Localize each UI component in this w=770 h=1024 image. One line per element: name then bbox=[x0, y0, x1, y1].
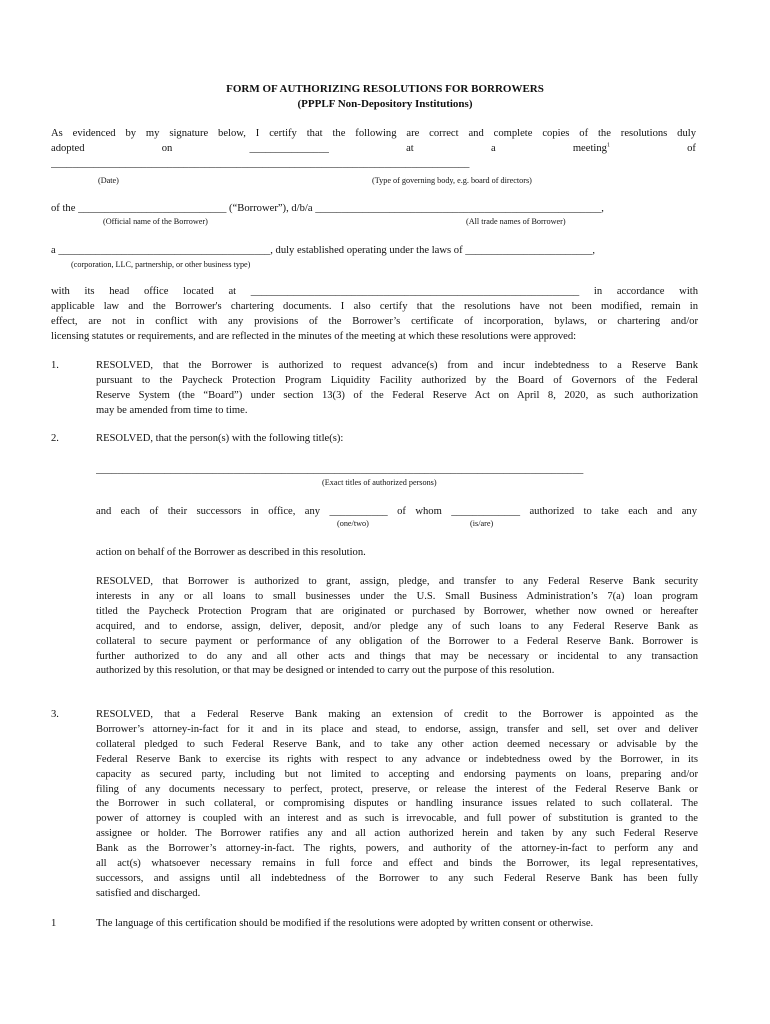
paragraph-line: successors, and assigns until all indebtedness of the Borrower to any such Federal Reserve Bank has been fully bbox=[96, 872, 698, 884]
paragraph-line: RESOLVED, that the Borrower is authorized to request advance(s) from and incur indebtedness to a Reserve Bank bbox=[96, 360, 698, 371]
document-subtitle: (PPPLF Non-Depository Institutions) bbox=[297, 98, 473, 110]
paragraph-line: effect, are not in conflict with any provisions of the Borrower’s certificate of incorporation, bylaws, or chartering and/or bbox=[51, 315, 698, 327]
paragraph-line: with its head office located at ______________________________________________________________ in accordance with bbox=[51, 286, 698, 297]
governing-body-label: (Type of governing body, e.g. board of directors) bbox=[372, 176, 532, 185]
intro-word: of bbox=[687, 143, 696, 154]
paragraph-line: the Borrower in such collateral, or compromising disputes or handling insurance issues related to such collateral. The bbox=[96, 798, 698, 810]
paragraph-line: RESOLVED, that Borrower is authorized to grant, assign, pledge, and transfer to any Federal Reserve Bank security bbox=[96, 576, 698, 587]
resolution-2-paragraph-2 bbox=[96, 575, 698, 679]
paragraph-line: licensing statutes or requirements, and are reflected in the minutes of the meeting at which these resolutions were approved: bbox=[51, 330, 577, 342]
paragraph-line: interests in any or all loans to small businesses under the U.S. Small Business Administration’s 7(a) loan program bbox=[96, 590, 698, 602]
intro-word: at bbox=[406, 143, 414, 154]
footnote-number: 1 bbox=[51, 918, 57, 929]
one-two-label: (one/two) bbox=[337, 519, 369, 528]
governing-body-blank: _______________________________________________________________________________ bbox=[51, 158, 470, 169]
intro-word bbox=[573, 142, 610, 157]
meeting-word: meeting bbox=[572, 143, 607, 154]
paragraph-line: acquired, and to endorse, assign, deliver, deposit, and/or pledge any of such loans to any Federal Reserve Bank as bbox=[96, 620, 698, 632]
intro-line-2 bbox=[51, 142, 696, 157]
paragraph-line: applicable law and the Borrower's chartering documents. I also certify that the resolutions have not been modified, remain in bbox=[51, 300, 698, 312]
resolution-3-number: 3. bbox=[51, 709, 59, 720]
borrower-name-line: of the ____________________________ (“Borrower”), d/b/a ______________________________________________________, bbox=[51, 203, 604, 214]
footnote-ref: 1 bbox=[606, 142, 610, 149]
paragraph-line: Reserve System (the “Board”) under section 13(3) of the Federal Reserve Act on April 8, 2020, as such authorization bbox=[96, 389, 698, 401]
entity-type-line: a ________________________________________, duly established operating under the laws of ________________________, bbox=[51, 245, 596, 256]
paragraph-line: assignee or holder. The Borrower ratifies any and all action authorized herein and taken by any such Federal Reserve bbox=[96, 828, 698, 840]
paragraph-line: filing of any documents necessary to perfect, protect, preserve, or release the interest of the Federal Reserve Bank or bbox=[96, 783, 698, 795]
date-label: (Date) bbox=[98, 176, 119, 185]
paragraph-line: Borrower’s attorney-in-fact for it and in its place and stead, to endorse, assign, transfer and sell, set over and deliver bbox=[96, 723, 698, 735]
paragraph-line: collateral pledged to such Federal Reserve Bank, and to take any other action deemed necessary or advisable by the bbox=[96, 738, 698, 750]
authorized-titles-label: (Exact titles of authorized persons) bbox=[322, 478, 437, 487]
successors-line: and each of their successors in office, any ___________ of whom _____________ authorized to take each and any bbox=[96, 506, 697, 517]
footnote-text: The language of this certification should be modified if the resolutions were adopted by written consent or otherwise. bbox=[96, 918, 594, 929]
resolution-1-text bbox=[96, 359, 698, 419]
authorized-titles-blank: ____________________________________________________________________________________________ bbox=[96, 464, 584, 475]
paragraph-line: pursuant to the Paycheck Protection Program Liquidity Facility authorized by the Board of Governors of the Federal bbox=[96, 374, 698, 386]
paragraph-line: Bank as the Borrower’s attorney-in-fact. The rights, powers, and authority of the attorney-in-fact to perform any and bbox=[96, 843, 698, 855]
action-line: action on behalf of the Borrower as described in this resolution. bbox=[96, 547, 366, 558]
intro-word: adopted bbox=[51, 143, 85, 154]
paragraph-line: Federal Reserve Bank to exercise its rights with respect to any advance or indebtedness owed by the Borrower, in its bbox=[96, 753, 698, 765]
official-name-label: (Official name of the Borrower) bbox=[103, 217, 208, 226]
trade-names-label: (All trade names of Borrower) bbox=[466, 217, 566, 226]
paragraph-line: capacity as secured party, including but not limited to accepting and endorsing payments on loans, preparing and/or bbox=[96, 768, 698, 780]
document-title: FORM OF AUTHORIZING RESOLUTIONS FOR BORROWERS bbox=[226, 83, 544, 95]
paragraph-line: satisfied and discharged. bbox=[96, 887, 201, 899]
resolution-3-text bbox=[96, 708, 698, 902]
resolution-2-intro: RESOLVED, that the person(s) with the following title(s): bbox=[96, 433, 344, 444]
paragraph-line: all act(s) whatsoever necessary remains in full force and effect and binds the Borrower, its legal representatives, bbox=[96, 858, 698, 870]
paragraph-line: RESOLVED, that a Federal Reserve Bank making an extension of credit to the Borrower is appointed as the bbox=[96, 709, 698, 720]
paragraph-line: titled the Paycheck Protection Program that are originated or purchased by Borrower, whether now owned or hereafter bbox=[96, 605, 698, 617]
date-blank: _______________ bbox=[249, 143, 329, 154]
paragraph-line: power of attorney is coupled with an interest and as such is irrevocable, and full power of substitution is granted to the bbox=[96, 813, 698, 825]
paragraph-line: collateral to secure payment or performance of any obligation of the Borrower to a Federal Reserve Bank. Borrower is bbox=[96, 635, 698, 647]
is-are-label: (is/are) bbox=[470, 519, 494, 528]
intro-word: a bbox=[490, 143, 496, 154]
resolution-2-number: 2. bbox=[51, 433, 59, 444]
intro-line-1: As evidenced by my signature below, I certify that the following are correct and complete copies of the resolutions duly bbox=[51, 128, 696, 139]
paragraph-line: authorized by this resolution, or that may be designed or intended to carry out the purpose of this resolution. bbox=[96, 665, 555, 677]
head-office-paragraph bbox=[51, 285, 698, 345]
intro-word: on bbox=[161, 143, 173, 154]
entity-type-label: (corporation, LLC, partnership, or other business type) bbox=[71, 260, 251, 269]
paragraph-line: may be amended from time to time. bbox=[96, 404, 248, 416]
resolution-1-number: 1. bbox=[51, 360, 59, 371]
paragraph-line: further authorized to do any and all other acts and things that may be necessary or incidental to any transaction bbox=[96, 650, 698, 662]
